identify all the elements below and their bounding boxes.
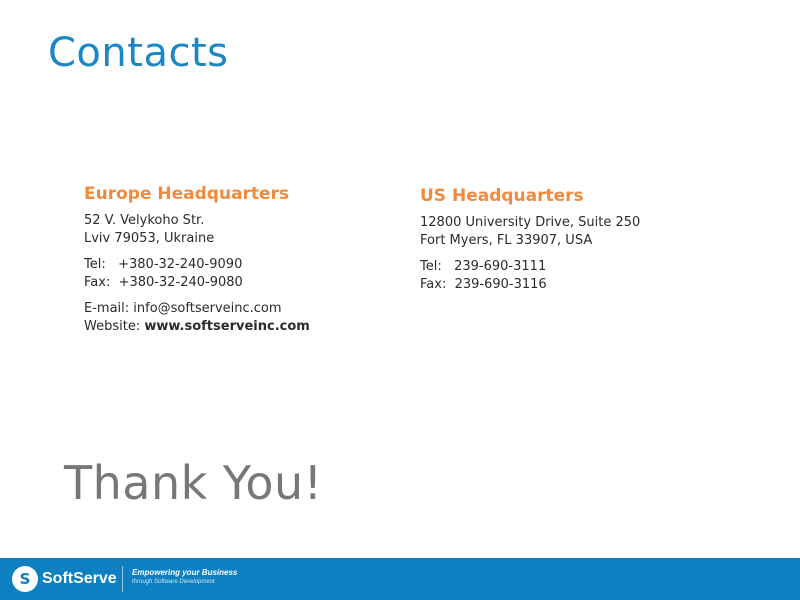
us-contact-block	[420, 186, 640, 294]
footer-bar	[0, 558, 800, 600]
europe-heading: Europe Headquarters	[84, 184, 290, 204]
europe-address-line-1: 52 V. Velykoho Str.	[84, 213, 205, 228]
us-tel: Tel: 239-690-3111	[420, 259, 547, 274]
page-title: Contacts	[48, 30, 229, 76]
thank-you-text: Thank You!	[64, 456, 323, 510]
website-link[interactable]: www.softserveinc.com	[144, 319, 310, 334]
logo-text: SoftServe	[42, 570, 117, 587]
europe-fax: Fax: +380-32-240-9080	[84, 275, 243, 290]
tagline-line-1: Empowering your Business	[132, 568, 238, 577]
europe-tel: Tel: +380-32-240-9090	[84, 257, 243, 272]
us-fax: Fax: 239-690-3116	[420, 277, 547, 292]
europe-address-line-2: Lviv 79053, Ukraine	[84, 231, 215, 246]
us-address-line-2: Fort Myers, FL 33907, USA	[420, 233, 593, 248]
softserve-logo	[12, 566, 117, 592]
logo-s-icon: S	[12, 566, 38, 592]
footer-tagline	[132, 568, 237, 585]
europe-website-line	[84, 318, 310, 336]
us-address-line-1: 12800 University Drive, Suite 250	[420, 215, 641, 230]
europe-contact-block	[84, 184, 310, 336]
us-heading: US Headquarters	[420, 186, 584, 206]
footer-divider	[122, 566, 123, 592]
tagline-line-2: through Software Development	[132, 579, 215, 585]
website-label: Website:	[84, 319, 145, 334]
europe-email: E-mail: info@softserveinc.com	[84, 301, 282, 316]
